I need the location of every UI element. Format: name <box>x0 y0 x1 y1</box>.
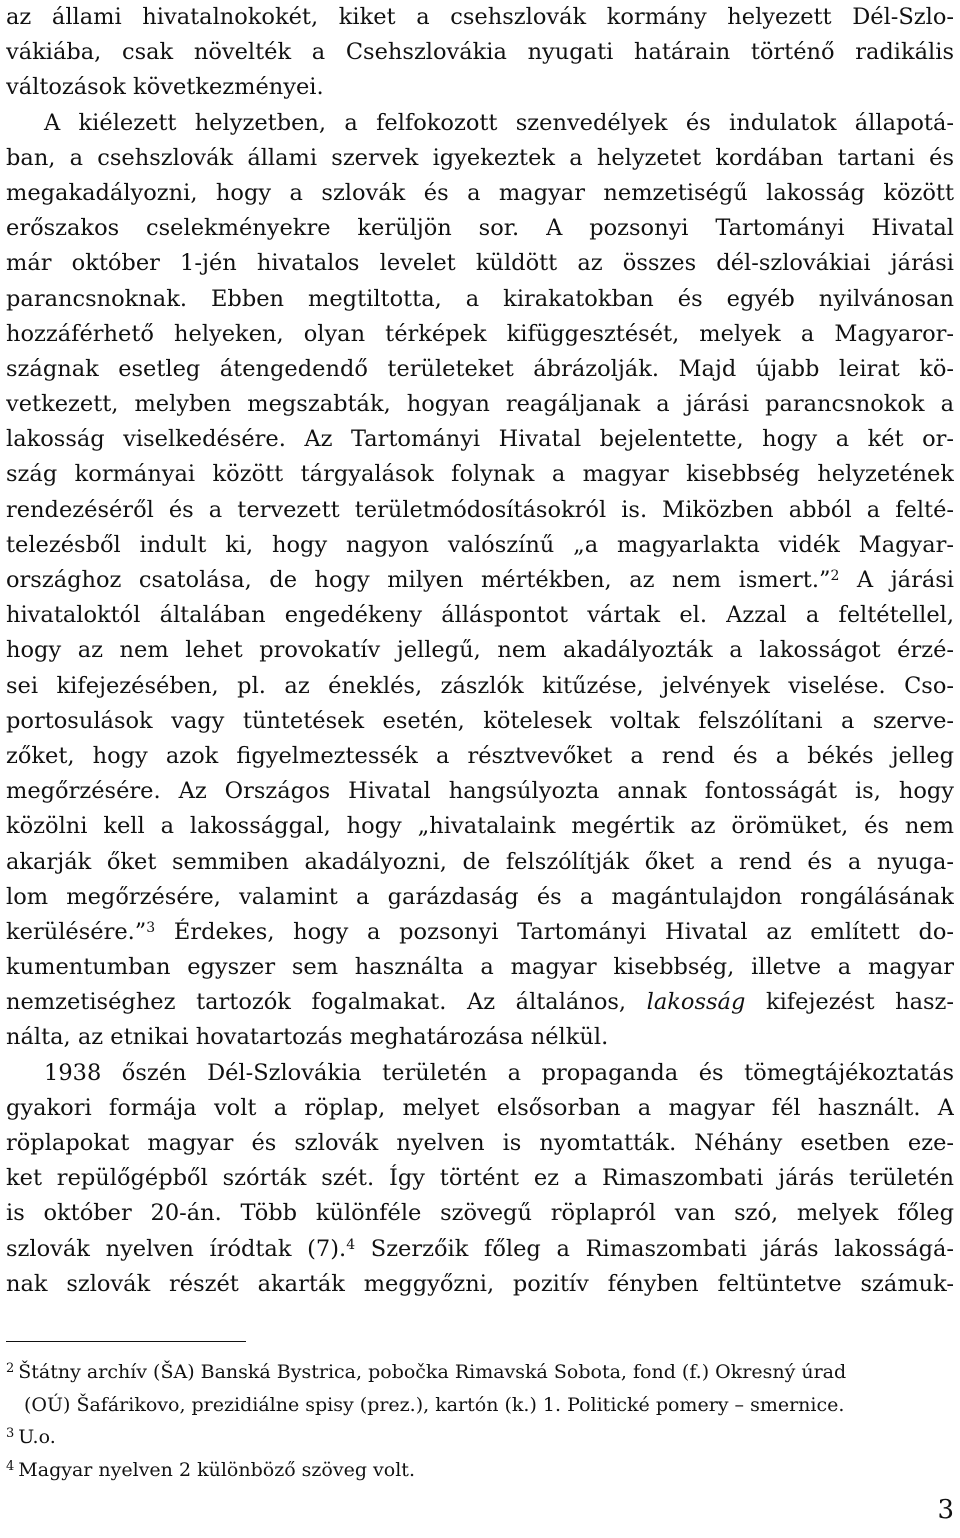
text-line: portosulások vagy tüntetések esetén, kötelesek voltak felszólítani a szerve- <box>6 707 954 734</box>
text-line <box>6 1232 954 1267</box>
emphasis-text: lakosság <box>646 989 746 1016</box>
text-run: Szerzőik főleg a Rimaszombati járás lakosságá- <box>355 1235 954 1262</box>
footnote-mark: 2 <box>6 1361 15 1376</box>
text-line: ban, a csehszlovák állami szervek igyekeztek a helyzetet kordában tartani és <box>6 144 954 171</box>
text-line: hogy az nem lehet provokatív jellegű, nem akadályozták a lakosságot érzé- <box>6 637 954 664</box>
footnote-mark: 3 <box>6 1426 15 1441</box>
text-line <box>6 563 954 598</box>
text-run: kerülésére.” <box>6 918 147 945</box>
text-line: 1938 őszén Dél-Szlovákia területén a propaganda és tömegtájékoztatás <box>44 1059 954 1086</box>
text-run: Érdekes, hogy a pozsonyi Tartományi Hivatal az említett do- <box>155 918 954 945</box>
footnote-text: (OÚ) Šafárikovo, prezidiálne spisy (prez.), kartón (k.) 1. Politické pomery – smernice. <box>24 1393 845 1416</box>
text-line: változások következményei. <box>6 74 324 101</box>
footnote-ref[interactable]: 3 <box>146 919 156 936</box>
text-line: vákiába, csak növelték a Csehszlovákia nyugati határain történő radikális <box>6 39 954 66</box>
text-run: A járási <box>839 567 954 593</box>
footnote-continuation <box>6 1389 950 1422</box>
footnote-text: U.o. <box>18 1426 56 1448</box>
footnote-ref[interactable]: 4 <box>346 1236 356 1253</box>
text-line: lom megőrzésére, valamint a garázdaság és a magántulajdon rongálásának <box>6 883 954 910</box>
text-line: erőszakos cselekményekre kerüljön sor. A pozsonyi Tartományi Hivatal <box>6 215 954 242</box>
text-line: röplapokat magyar és szlovák nyelven is nyomtatták. Néhány esetben eze- <box>6 1130 954 1156</box>
page-number: 3 <box>937 1495 954 1525</box>
text-line: már október 1-jén hivatalos levelet küldött az összes dél-szlovákiai járási <box>6 250 954 277</box>
text-line: akarják őket semmiben akadályozni, de felszólítják őket a rend és a nyuga- <box>6 848 954 875</box>
text-line: megőrzésére. Az Országos Hivatal hangsúlyozta annak fontosságát is, hogy <box>6 778 954 805</box>
text-line: gyakori formája volt a röplap, melyet elsősorban a magyar fél használt. A <box>6 1094 954 1121</box>
text-line: parancsnoknak. Ebben megtiltotta, a kirakatokban és egyéb nyilvánosan <box>6 285 954 312</box>
text-line: zőket, hogy azok figyelmeztessék a résztvevőket a rend és a békés jelleg <box>6 742 954 769</box>
footnote-text: Magyar nyelven 2 különböző szöveg volt. <box>18 1458 415 1481</box>
text-run: szlovák nyelven íródtak (7). <box>6 1235 347 1262</box>
text-line: közölni kell a lakossággal, hogy „hivatalaink megértik az örömüket, és nem <box>6 813 954 840</box>
footnote <box>6 1421 950 1454</box>
footnote-divider <box>6 1341 246 1342</box>
text-line <box>6 985 954 1020</box>
footnote <box>6 1454 950 1487</box>
text-line: kumentumban egyszer sem használta a magyar kisebbség, illetve a magyar <box>6 954 954 981</box>
text-line: megakadályozni, hogy a szlovák és a magyar nemzetiségű lakosság között <box>6 179 954 206</box>
text-line: hivataloktól általában engedékeny álláspontot vártak el. Azzal a feltétellel, <box>6 602 954 629</box>
text-line: nak szlovák részét akarták meggyőzni, pozitív fényben feltüntetve számuk- <box>6 1270 954 1297</box>
text-line: ket repülőgépből szórták szét. Így történt ez a Rimaszombati járás területén <box>6 1165 954 1192</box>
text-line: rendezéséről és a tervezett területmódosításokról is. Miközben abból a felté- <box>6 496 954 523</box>
body-text <box>6 0 954 1302</box>
footnote <box>6 1356 950 1389</box>
text-run: nemzetiséghez tartozók fogalmakat. Az általános, <box>6 989 647 1016</box>
text-line: az állami hivatalnokokét, kiket a csehszlovák kormány helyezett Dél-Szlo- <box>6 4 954 30</box>
text-run: kifejezést hasz- <box>745 989 954 1016</box>
text-line: sei kifejezésében, pl. az éneklés, zászlók kitűzése, jelvények viselése. Cso- <box>6 672 954 699</box>
text-line: telezésből indult ki, hogy nagyon valószínű „a magyarlakta vidék Magyar- <box>6 531 954 558</box>
text-run: országhoz csatolása, de hogy milyen mértékben, az nem ismert.” <box>6 567 831 593</box>
text-line <box>6 915 954 950</box>
text-line: vetkezett, melyben megszabták, hogyan reagáljanak a járási parancsnokok a <box>6 391 954 418</box>
text-line: szágnak esetleg átengedendő területeket ábrázolják. Majd újabb leirat kö- <box>6 355 954 382</box>
footnotes <box>6 1356 950 1486</box>
footnote-ref[interactable]: 2 <box>830 568 840 584</box>
text-line: szág kormányai között tárgyalások folynak a magyar kisebbség helyzetének <box>6 461 954 488</box>
text-line: lakosság viselkedésére. Az Tartományi Hivatal bejelentette, hogy a két or- <box>6 426 954 453</box>
text-line: hozzáférhető helyeken, olyan térképek kifüggesztését, melyek a Magyaror- <box>6 320 954 347</box>
footnote-mark: 4 <box>6 1458 15 1474</box>
footnote-text: Štátny archív (ŠA) Banská Bystrica, pobočka Rimavská Sobota, fond (f.) Okresný úrad <box>18 1361 847 1383</box>
text-line: A kiélezett helyzetben, a felfokozott szenvedélyek és indulatok állapotá- <box>44 109 954 136</box>
text-line: nálta, az etnikai hovatartozás meghatározása nélkül. <box>6 1024 609 1051</box>
text-line: is október 20-án. Több különféle szövegű röplapról van szó, melyek főleg <box>6 1200 954 1227</box>
